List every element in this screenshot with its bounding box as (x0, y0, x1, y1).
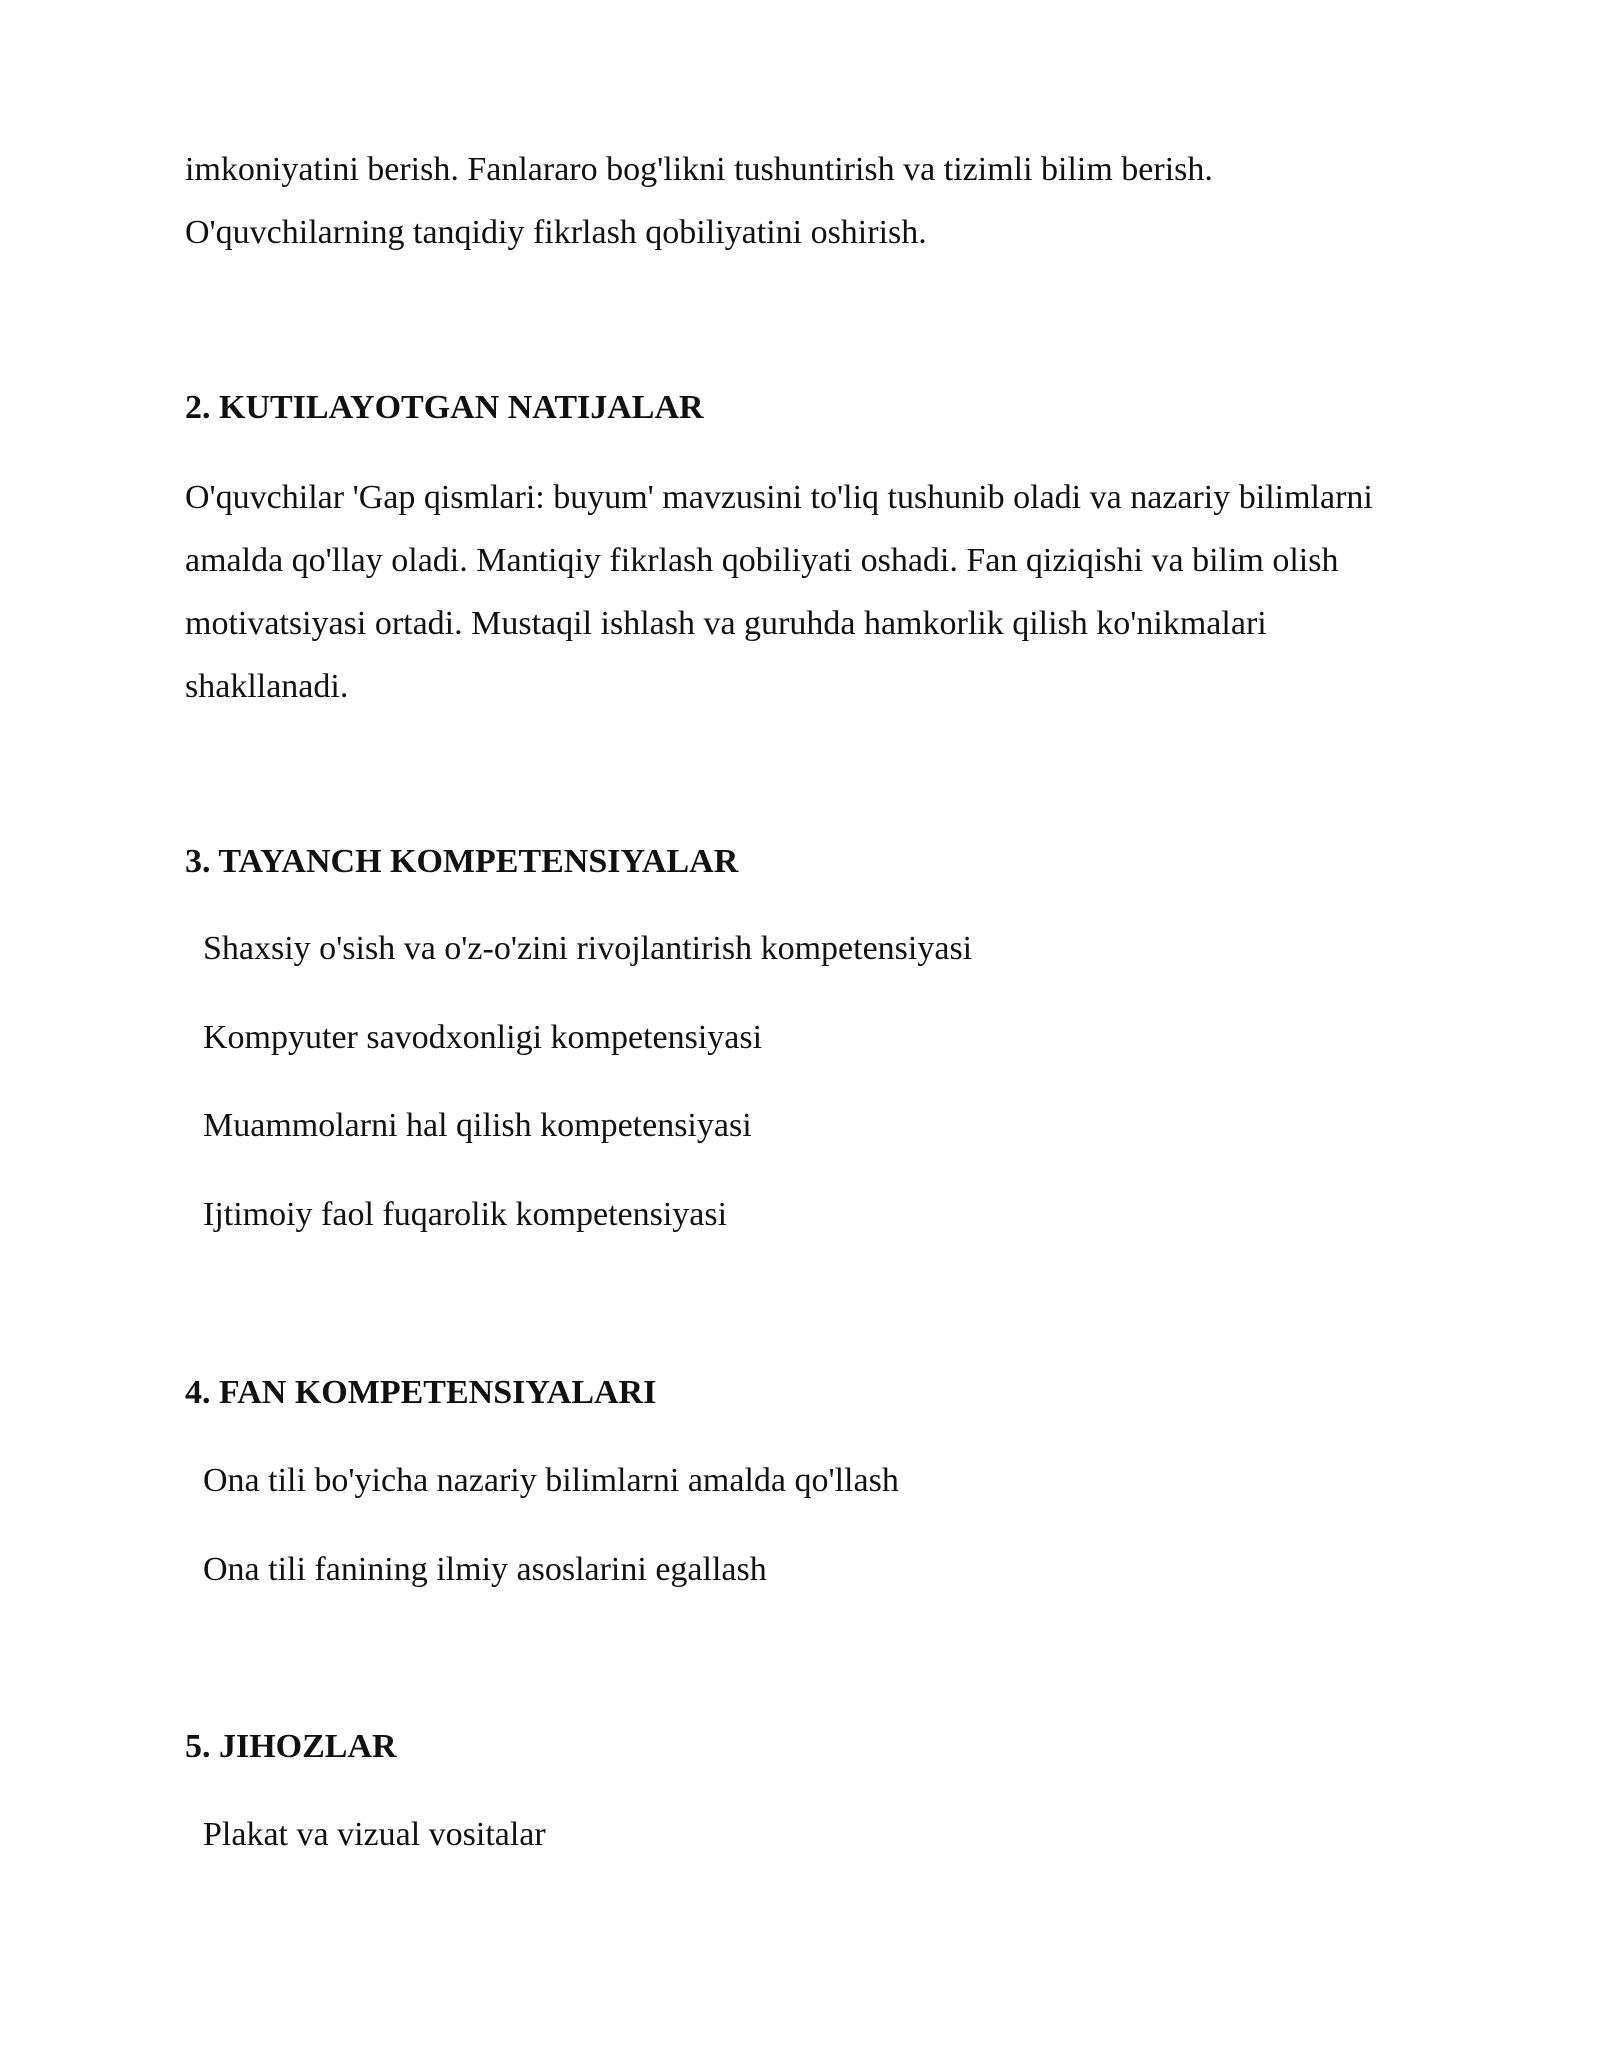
list-item: Ijtimoiy faol fuqarolik kompetensiyasi (203, 1196, 728, 1233)
list-item: Muammolarni hal qilish kompetensiyasi (203, 1107, 752, 1144)
natijalar-paragraph: O'quvchilar 'Gap qismlari: buyum' mavzusini to'liq tushunib oladi va nazariy bilimlarni amalda qo'llay oladi. Mantiqiy fikrlash qobiliyati oshadi. Fan qiziqishi va bilim olish motivatsiyasi ortadi. Mustaqil ishlash va guruhda hamkorlik qilish ko'nikmalari shakllanadi. (185, 479, 1373, 705)
section-heading-natijalar: 2. KUTILAYOTGAN NATIJALAR (185, 389, 704, 426)
section-heading-jihozlar: 5. JIHOZLAR (185, 1728, 397, 1765)
list-item: Ona tili bo'yicha nazariy bilimlarni amalda qo'llash (203, 1462, 899, 1499)
section-heading-fan-kompetensiyalari: 4. FAN KOMPETENSIYALARI (185, 1374, 657, 1411)
list-item: Plakat va vizual vositalar (203, 1816, 546, 1853)
list-item: Kompyuter savodxonligi kompetensiyasi (203, 1019, 763, 1056)
intro-paragraph: imkoniyatini berish. Fanlararo bog'likni tushuntirish va tizimli bilim berish. O'quvchilarning tanqidiy fikrlash qobiliyatini oshirish. (185, 151, 1213, 251)
list-item: Shaxsiy o'sish va o'z-o'zini rivojlantirish kompetensiyasi (203, 930, 973, 967)
list-item: Ona tili fanining ilmiy asoslarini egallash (203, 1551, 767, 1588)
section-heading-tayanch-kompetensiyalar: 3. TAYANCH KOMPETENSIYALAR (185, 843, 739, 880)
